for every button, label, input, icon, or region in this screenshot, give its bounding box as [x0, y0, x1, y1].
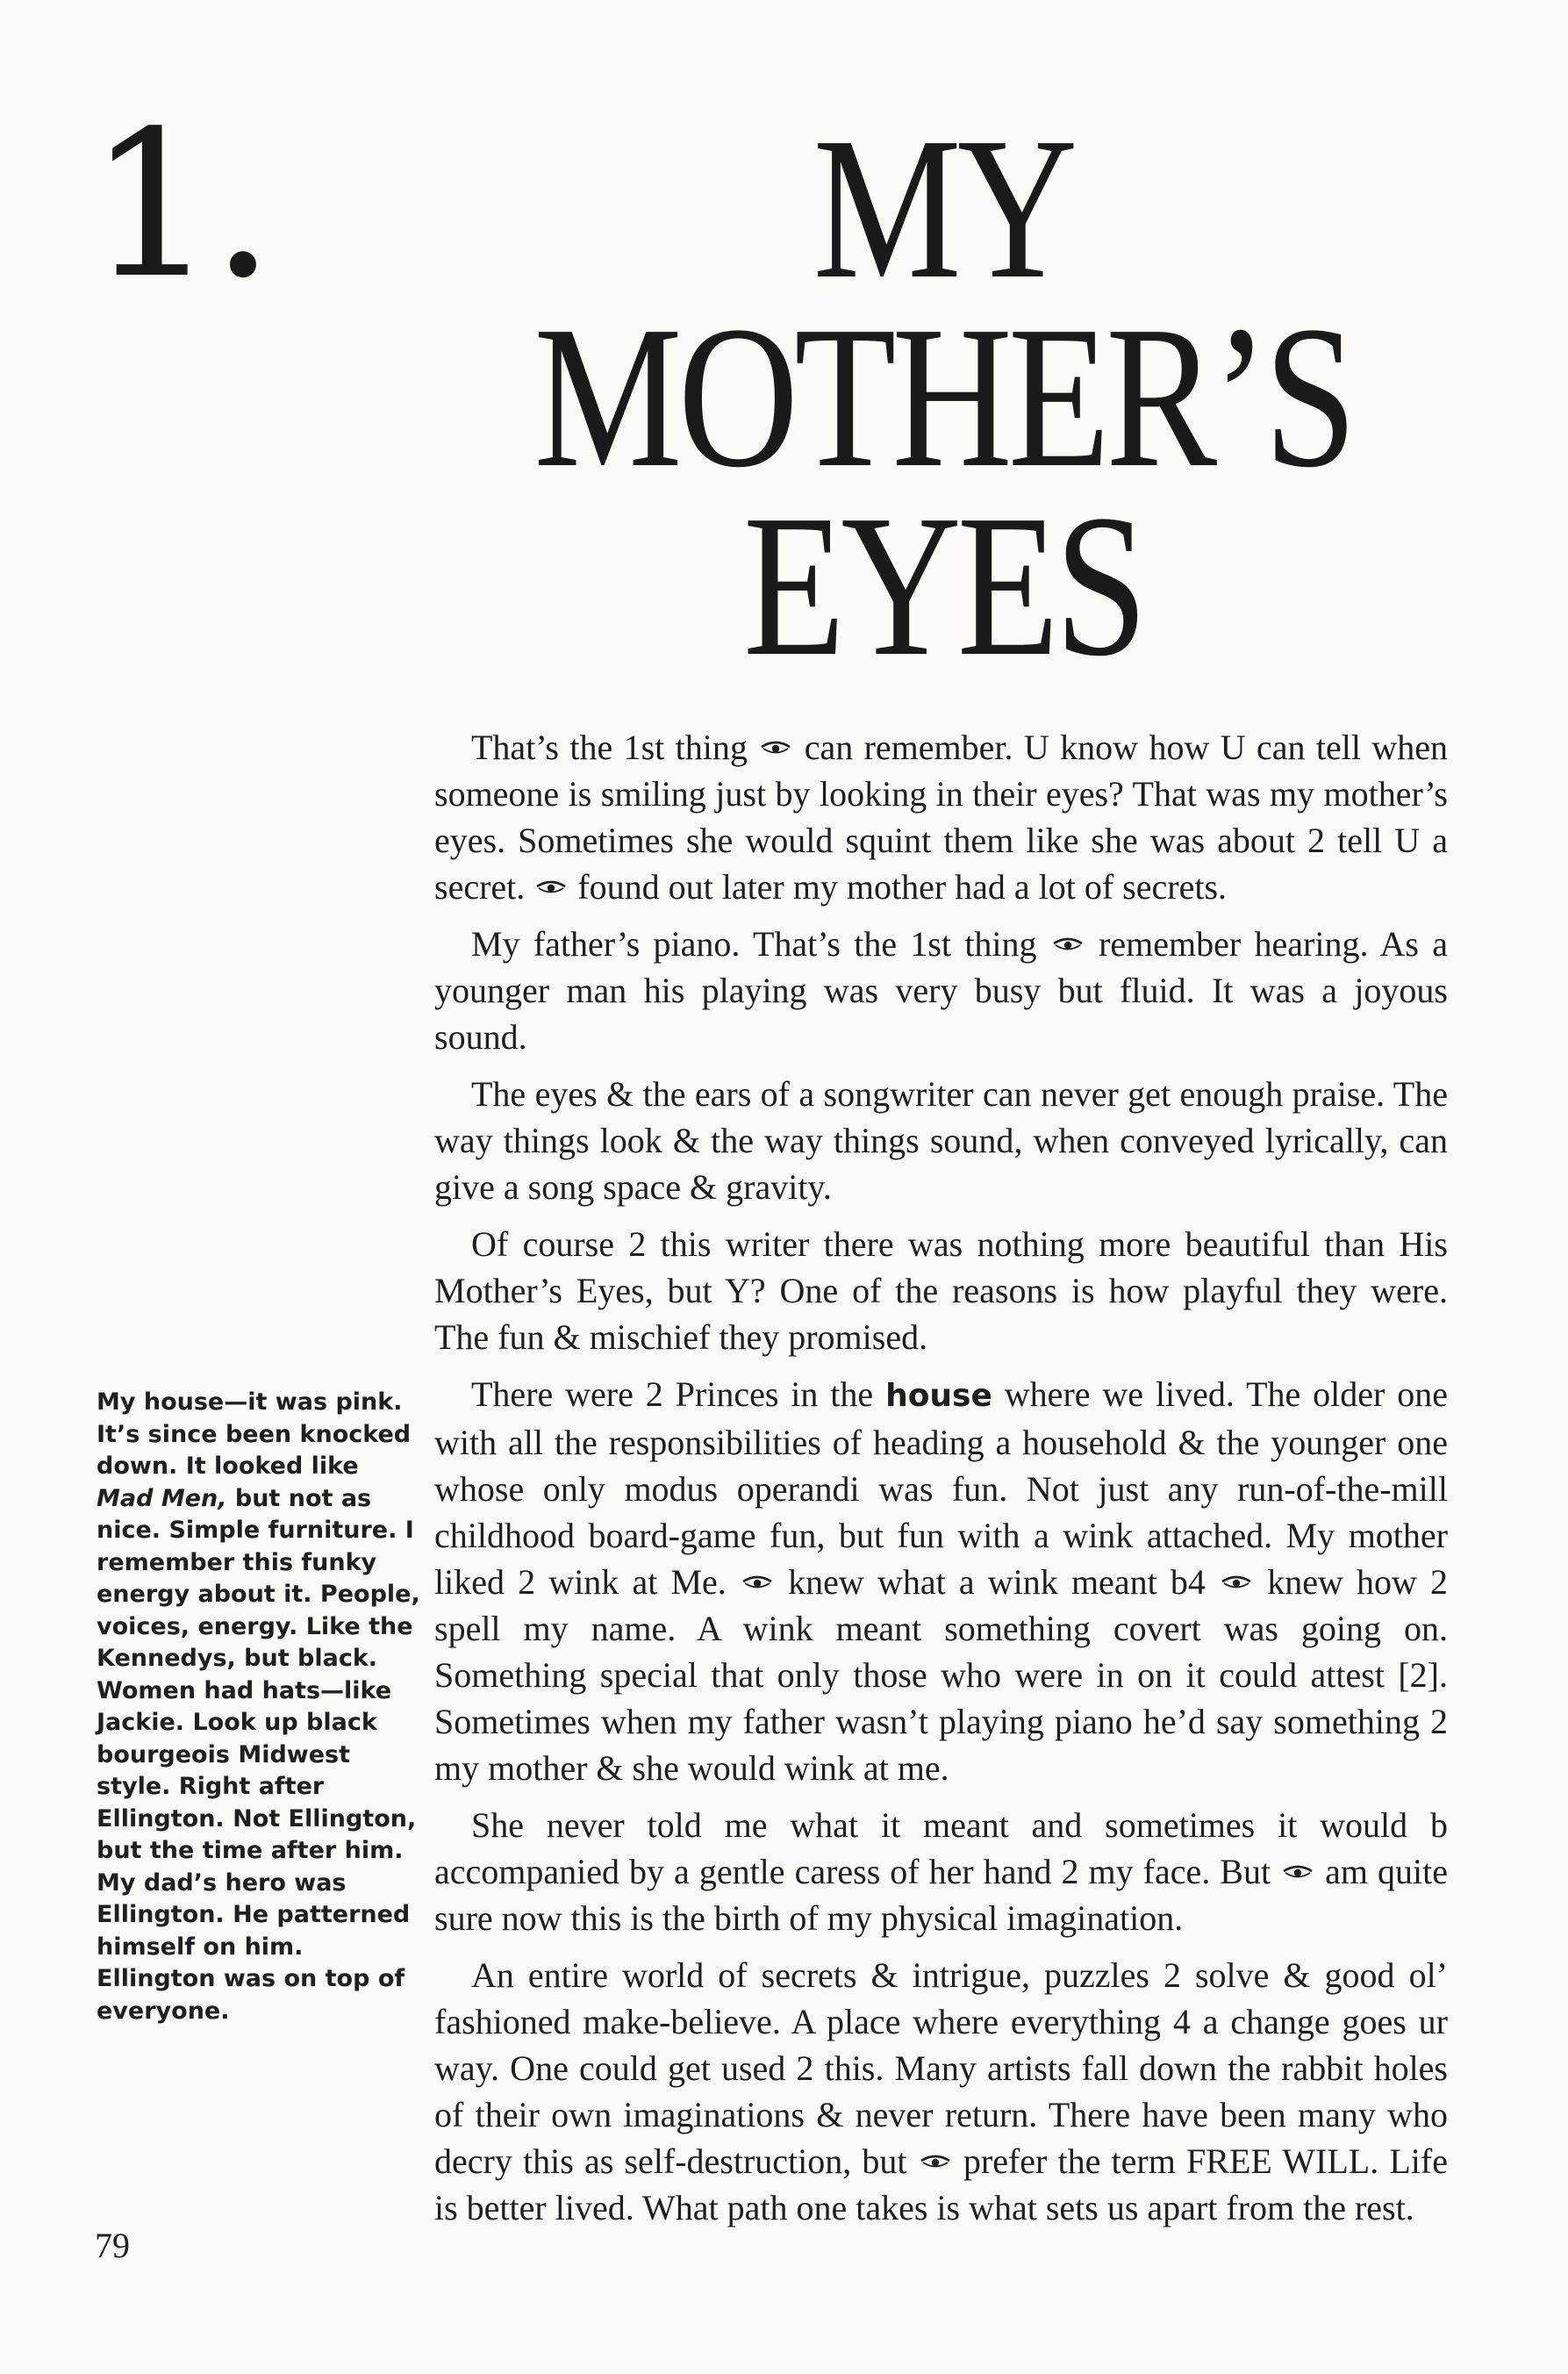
page-number: 79 — [95, 2226, 130, 2265]
paragraph-5 — [434, 1371, 1448, 1791]
paragraph-2 — [434, 921, 1448, 1060]
paragraph-1-text-c: found out later my mother had a lot of secrets. — [577, 867, 1228, 907]
bold-word-house: house — [885, 1378, 992, 1414]
chapter-title-line-3: EYES — [743, 473, 1143, 699]
paragraph-5-text-a: There were 2 Princes in the — [471, 1374, 874, 1414]
paragraph-6-text-b: am quite sure now this is the birth of my physical imagination. — [434, 1852, 1449, 1938]
eye-icon — [741, 1575, 773, 1590]
sidenote-italic: Mad Men, — [97, 1484, 227, 1512]
paragraph-2-text-b: remember hearing. As a younger man his playing was very busy but fluid. It was a joyous sound. — [434, 924, 1449, 1057]
paragraph-1-text-b: can remember. U know how U can tell when someone is smiling just by looking in their eyes? That was my mother’s eyes. Sometimes she would squint them like she was about 2 tell U a secret. — [434, 728, 1449, 907]
paragraph-5-text-d: knew how 2 spell my name. A wink meant something covert was going on. Something special that only those who were in on it could attest [2]. Sometimes when my father wasn’t playing piano he’d say something 2 my mother & she would wink at me. — [434, 1562, 1449, 1788]
eye-icon — [1221, 1575, 1252, 1590]
chapter-title-line-1: MY — [813, 96, 1074, 321]
paragraph-5-text-b: where we lived. The older one with all the responsibilities of heading a household & the younger one whose only modus operandi was fun. Not just any run-of-the-mill childhood board-game fun, but fun with a wink attached. My mother liked 2 wink at Me. — [434, 1374, 1448, 1602]
chapter-title — [526, 96, 1360, 699]
sidenote-text-2: but not as nice. Simple furniture. I remember this funky energy about it. People, voices, energy. Like the Kennedys, but black. Women had hats—like Jackie. Look up black bourgeois Midwest style. Right after Ellington. Not Ellington, but the time after him. My dad’s hero was Ellington. He patterned himself on him. Ellington was on top of everyone. — [97, 1484, 420, 2025]
paragraph-1-text-a: That’s the 1st thing — [471, 728, 748, 767]
eye-icon — [535, 880, 567, 895]
paragraph-7-text-b: prefer the term FREE WILL. Life is better lived. What path one takes is what sets us apart from the rest. — [434, 2141, 1448, 2227]
body-text — [434, 724, 1448, 2241]
paragraph-5-text-c: knew what a wink meant b4 — [788, 1562, 1206, 1602]
paragraph-6-text-a: She never told me what it meant and sometimes it would b accompanied by a gentle caress of her hand 2 my face. But — [434, 1805, 1448, 1891]
paragraph-2-text-a: My father’s piano. That’s the 1st thing — [471, 924, 1037, 964]
eye-icon — [760, 741, 791, 756]
paragraph-7-text-a: An entire world of secrets & intrigue, puzzles 2 solve & good ol’ fashioned make-believe. A place where everything 4 a change goes ur way. One could get used 2 this. Many artists fall down the rabbit holes of their own imaginations & never return. There have been many who decry this as self-destruction, but — [434, 1955, 1448, 2181]
paragraph-3: The eyes & the ears of a songwriter can never get enough praise. The way things look & the way things sound, when conveyed lyrically, can give a song space & gravity. — [434, 1074, 1448, 1207]
chapter-number: 1. — [88, 89, 270, 323]
eye-icon — [1052, 937, 1084, 952]
eye-icon — [1282, 1865, 1314, 1880]
paragraph-6 — [434, 1802, 1448, 1941]
eye-icon — [920, 2155, 951, 2170]
chapter-title-line-2: MOTHER’S — [533, 284, 1353, 510]
paragraph-1 — [434, 724, 1448, 910]
sidenote-text-1: My house—it was pink. It’s since been knocked down. It looked like — [97, 1388, 412, 1480]
paragraph-4: Of course 2 this writer there was nothing more beautiful than His Mother’s Eyes, but Y? One of the reasons is how playful they were. The fun & mischief they promised. — [434, 1224, 1448, 1357]
paragraph-7 — [434, 1952, 1448, 2231]
sidenote — [97, 1387, 421, 2027]
